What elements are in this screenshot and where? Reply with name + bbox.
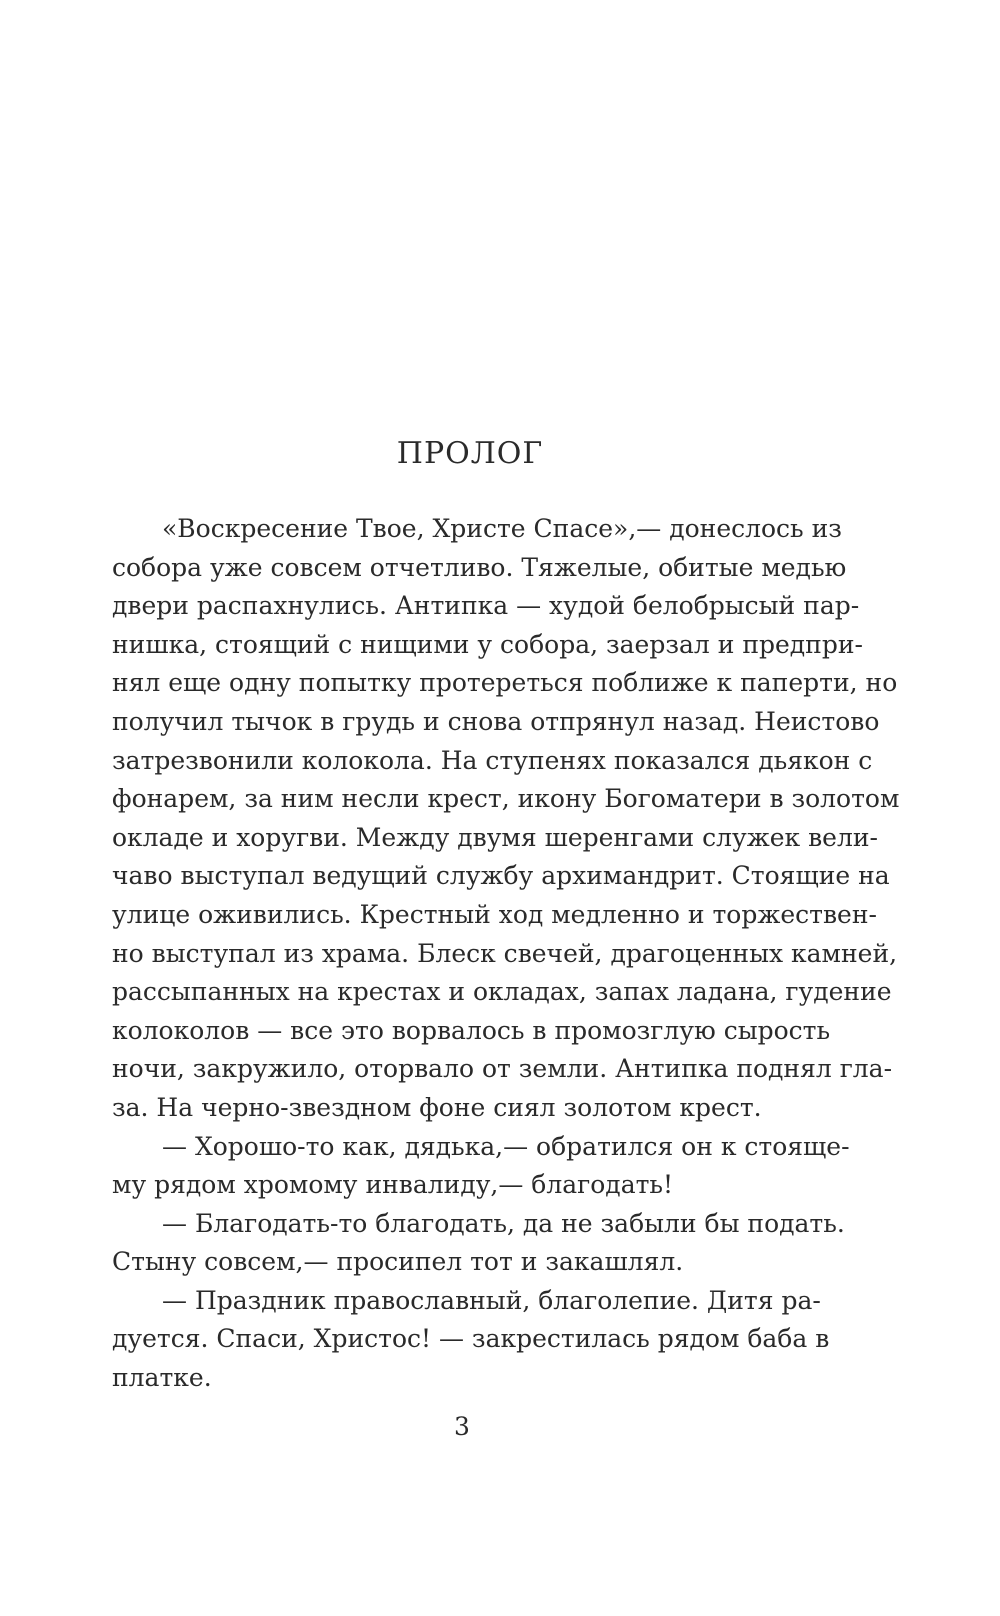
text-line: «Воскресение Твое, Христе Спасе»,— донеслось из bbox=[112, 514, 842, 543]
text-line: ночи, закружило, оторвало от земли. Антипка поднял гла- bbox=[112, 1054, 893, 1084]
text-line: дуется. Спаси, Христос! — закрестилась рядом баба в bbox=[112, 1324, 830, 1354]
text-line: за. На черно-звездном фоне сиял золотом крест. bbox=[112, 1092, 762, 1122]
text-line: — Благодать-то благодать, да не забыли бы подать. bbox=[112, 1208, 845, 1238]
text-line: двери распахнулись. Антипка — худой белобрысый пар- bbox=[112, 591, 860, 621]
text-line: му рядом хромому инвалиду,— благодать! bbox=[112, 1170, 674, 1200]
text-line: чаво выступал ведущий службу архимандрит. Стоящие на bbox=[112, 861, 890, 891]
text-line: собора уже совсем отчетливо. Тяжелые, обитые медью bbox=[112, 552, 847, 582]
text-line: Стыну совсем,— просипел тот и закашлял. bbox=[112, 1247, 684, 1277]
chapter-title: ПРОЛОГ bbox=[396, 436, 544, 471]
text-line: фонарем, за ним несли крест, икону Богоматери в золотом bbox=[112, 784, 900, 814]
text-line: затрезвонили колокола. На ступенях показался дьякон с bbox=[112, 745, 873, 775]
text-line: нял еще одну попытку протереться поближе к паперти, но bbox=[112, 668, 898, 698]
text-line: улице оживились. Крестный ход медленно и торжествен- bbox=[112, 899, 877, 929]
body-text bbox=[112, 510, 900, 1398]
text-line: окладе и хоругви. Между двумя шеренгами служек вели- bbox=[112, 822, 878, 852]
text-line: платке. bbox=[112, 1363, 212, 1393]
text-line: — Праздник православный, благолепие. Дитя ра- bbox=[112, 1285, 821, 1315]
text-line: получил тычок в грудь и снова отпрянул назад. Неистово bbox=[112, 706, 880, 736]
page-number: 3 bbox=[454, 1412, 470, 1441]
text-line: но выступал из храма. Блеск свечей, драгоценных камней, bbox=[112, 938, 898, 968]
text-line: — Хорошо-то как, дядька,— обратился он к стояще- bbox=[112, 1131, 850, 1161]
text-line: нишка, стоящий с нищими у собора, заерзал и предпри- bbox=[112, 629, 863, 659]
text-line: рассыпанных на крестах и окладах, запах ладана, гудение bbox=[112, 977, 892, 1007]
text-line: колоколов — все это ворвалось в промозглую сырость bbox=[112, 1015, 831, 1045]
